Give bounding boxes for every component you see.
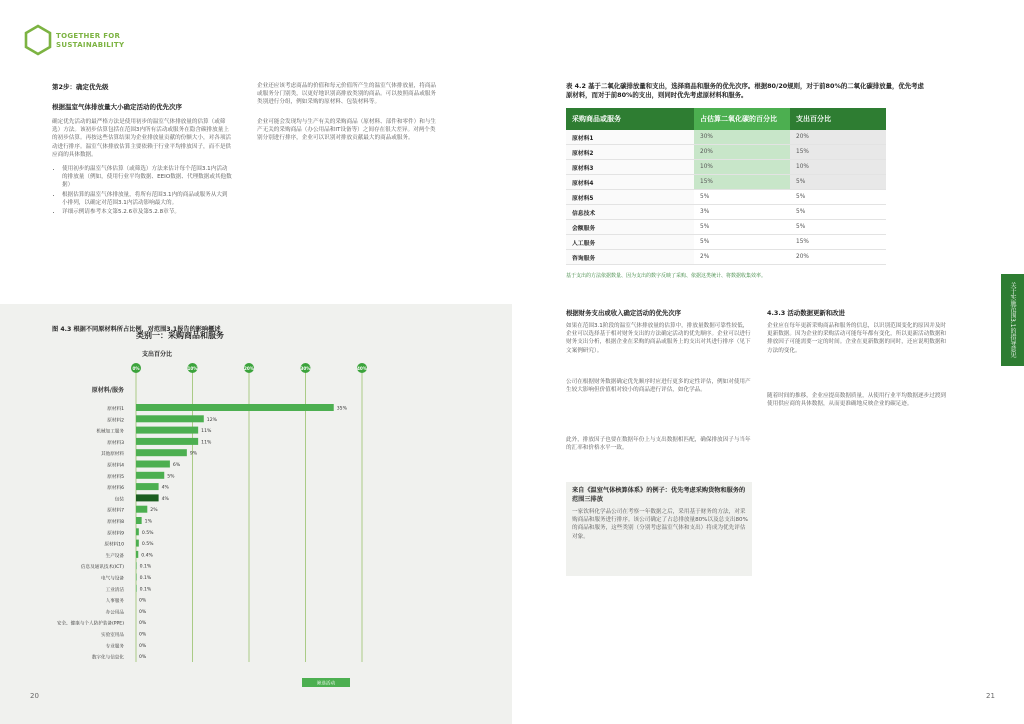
bar-value-label: 0% (139, 609, 147, 615)
table-cell-spend: 20% (790, 250, 886, 265)
bar (136, 461, 170, 468)
col1-bullets (52, 165, 232, 216)
bar-value-label: 4% (161, 485, 169, 491)
category-label: 原材料5 (107, 474, 124, 480)
col2-paragraph-1: 企业还应该考虑商品的价值和每元价值所产生的温室气体排放量，将商品或服务分门别类，以更好地识别高排放类别的商品。可以按照商品或服务类别进行分组，例如采购的原材料、包装材料等。 (257, 83, 437, 106)
col1-paragraph-text: 确定优先活动的最严格方法是使用初步的温室气体排放量的估算（或筛选）方法。该初步估算包括在范围3内所有活动或服务在隐含碳排放量上的初步估算。再按这些估算结果为企业排放量贡献的份额大小，对各项活动进行排序。温室气体排放估算主要依赖于行业平均排放因子，而不是供应商的具体数据。 (52, 119, 232, 158)
category-header: 原材料/服务 (91, 387, 124, 394)
category-label: 原材料9 (107, 531, 124, 537)
bar (136, 472, 164, 479)
table-cell-co2: 5% (694, 235, 790, 250)
category-label: 办公用品 (105, 610, 124, 616)
logo-line1: TOGETHER FOR (56, 32, 121, 40)
case-study-text: 一家饮料化学品公司在考察一年数据之后，采用基于财务的方法，对采购商品和服务进行排序。该公司确定了占总排放量80%以及总支出80%的商品和服务，这些类别（分别考虑温室气体和支出）将成为优先评估对象。 (572, 509, 748, 540)
category-label: 原材料1 (107, 407, 124, 412)
category-label: 其他原材料 (101, 452, 124, 458)
bar-value-label: 12% (206, 417, 218, 423)
bar (136, 551, 138, 558)
table-header-goods: 采购商品或服务 (566, 108, 694, 130)
table-cell-spend: 5% (790, 190, 886, 205)
category-label: 原材料3 (107, 440, 124, 446)
table-cell-name: 原材料1 (566, 130, 694, 145)
table-row (566, 130, 886, 145)
bar-value-label: 0.1% (139, 564, 152, 570)
priority-table (566, 108, 886, 265)
table-cell-spend: 5% (790, 220, 886, 235)
tick-label: 10% (187, 366, 198, 371)
table-cell-co2: 3% (694, 205, 790, 220)
table-cell-co2: 5% (694, 220, 790, 235)
category-label: 信息及通讯技术(ICT) (80, 565, 124, 571)
table-header-spend: 支出百分比 (790, 108, 886, 130)
bar (136, 404, 334, 411)
bar (136, 517, 142, 524)
category-label: 数字化与信息化 (91, 655, 124, 661)
table-cell-name: 原材料4 (566, 175, 694, 190)
table-cell-co2: 10% (694, 160, 790, 175)
bar (136, 483, 159, 490)
bar (136, 585, 137, 592)
tick-label: 0% (132, 366, 140, 371)
table-header-co2: 占估算二氧化碳的百分比 (694, 108, 790, 130)
bar-value-label: 5% (167, 474, 175, 480)
table-cell-name: 会额服务 (566, 220, 694, 235)
right-col1-paragraph-2: 公司在根据财务数据确定优先顺序时应进行更多的定性评估，例如对使用产生较大影响但价值相对较小的商品进行评估，如化学品。 (566, 379, 751, 394)
table-row (566, 220, 886, 235)
col2-paragraph-2: 企业可能会发现均与生产有关的采购商品（原材料、部件和零件）和与生产无关的采购商品（办公用品和IT设备等）之间存在很大差异。对两个类别分别进行排序，企业可以识别对排放贡献最大的商品或服务。 (257, 119, 437, 142)
bar-value-label: 0.5% (141, 542, 154, 548)
tick-label: 40% (356, 366, 368, 371)
table-cell-name: 原材料5 (566, 190, 694, 205)
table-cell-spend: 15% (790, 145, 886, 160)
category-label: 原材料6 (107, 486, 124, 492)
bar (136, 528, 139, 535)
category-label: 机械加工服务 (96, 429, 124, 435)
bar-value-label: 4% (161, 496, 169, 502)
chart-title: 类别一：采购商品和服务 (136, 331, 224, 340)
category-label: 原材料2 (107, 418, 124, 424)
right-col1-paragraph-1: 如果在范围3.1阶段的温室气体排放量的估算中，排放量数据可靠性较低，企业可以选择基于相对财务支出的方法确定活动的优先顺序。企业可以进行财务支出分析，根据企业在采购的商品或服务上的支出对其进行排序（见下文案例研究）。 (566, 323, 751, 354)
bullet-item: • 使用初步的温室气体估算（或筛选）方法来估计每个范围3.1内活动的排放量（例如，使用行业平均数据、EEIO数据、代理数据或其他数据） (62, 165, 232, 190)
bar (136, 449, 187, 456)
table-row (566, 190, 886, 205)
table-cell-co2: 2% (694, 250, 790, 265)
bar-value-label: 0.1% (139, 587, 152, 593)
bar (136, 540, 139, 547)
table-cell-spend: 15% (790, 235, 886, 250)
right-col2-heading: 4.3.3 活动数据更新和改进 (767, 309, 845, 317)
table-row (566, 205, 886, 220)
step-heading: 第2步：确定优先级 (52, 83, 109, 91)
bar-value-label: 0% (139, 655, 147, 661)
bar (136, 574, 137, 581)
bar-value-label: 0% (139, 598, 147, 604)
category-label: 原材料10 (104, 542, 124, 548)
figure-title: 图 4.3 根据不同原材料所占比例，对范围3.1报告的影响概述 (52, 326, 221, 333)
tick-label: 30% (300, 366, 311, 371)
page-number-right: 21 (986, 692, 995, 700)
bar-value-label: 11% (201, 429, 212, 435)
bullet-item: • 根据估算的温室气体排放量，将所有范围3.1内的商品或服务从大到小排列，以确定对范围3.1内活动影响最大的。 (62, 191, 232, 207)
right-col1-paragraph-3: 此外，排放因子也要在数据年份上与支出数据相匹配，确保排放因子与当年的汇率和价格水平一致。 (566, 437, 751, 452)
bar-value-label: 0% (139, 621, 147, 627)
logo-line2: SUSTAINABILITY (56, 41, 125, 49)
table-row (566, 175, 886, 190)
table-cell-co2: 30% (694, 130, 790, 145)
category-label: 原材料8 (107, 520, 124, 525)
category-label: 电气与设备 (101, 576, 124, 582)
table-header-row (566, 108, 886, 130)
table-cell-spend: 20% (790, 130, 886, 145)
bar-value-label: 2% (150, 508, 158, 514)
bar-value-label: 35% (336, 406, 347, 412)
bar-value-label: 1% (144, 519, 152, 525)
section-side-tab[interactable]: 关于实施范围3.1的指导意见 (1001, 274, 1024, 366)
category-label: 实验室用品 (101, 633, 124, 638)
category-label: 安全、健康与个人防护装备(PPE) (56, 621, 124, 627)
col1-paragraph (52, 118, 232, 217)
bar-value-label: 11% (201, 440, 212, 446)
table-cell-spend: 5% (790, 175, 886, 190)
right-col2-paragraph-1: 企业应在每年更新采购商品和服务的信息，以识别范围变化的原因并及时更新数据。因为企业的采购活动可能每年都有变化，所以更新活动数据和排放因子可能需要一定的时间。企业在更新数据的同时，还应说明数据和方法的变化。 (767, 323, 947, 354)
table-footnote: 基于支出的方法依据数量、因为支出的数字反映了采购、依据这类统计、将数据收集效率。 (566, 273, 767, 279)
table-cell-spend: 5% (790, 205, 886, 220)
bullet-item: • 详细示例请参考本文第5.2.6章及第5.2.8章节。 (62, 208, 232, 216)
table-cell-name: 原材料2 (566, 145, 694, 160)
case-study-title: 来自《温室气体核算体系》的例子：优先考虑采购货物和服务的范围三排放 (572, 487, 746, 503)
legend-label: 筛选活动 (316, 681, 336, 687)
bar (136, 506, 147, 513)
category-label: 原材料7 (107, 508, 124, 514)
bar-value-label: 0% (139, 632, 147, 638)
table-row (566, 160, 886, 175)
table-cell-co2: 5% (694, 190, 790, 205)
category-label: 专业服务 (105, 644, 124, 650)
bar (136, 494, 159, 501)
bar (136, 562, 137, 569)
bar-value-label: 6% (172, 463, 181, 468)
right-col1-heading: 根据财务支出或收入确定活动的优先次序 (566, 309, 682, 317)
table-cell-name: 人工服务 (566, 235, 694, 250)
bar-value-label: 0% (139, 643, 147, 649)
page-number-left: 20 (30, 692, 39, 700)
category-label: 原材料4 (107, 463, 124, 469)
bar (136, 438, 198, 445)
table-cell-name: 咨询服务 (566, 250, 694, 265)
table-cell-name: 信息技术 (566, 205, 694, 220)
bar-value-label: 9% (189, 451, 198, 457)
table-cell-name: 原材料3 (566, 160, 694, 175)
table-cell-co2: 15% (694, 175, 790, 190)
bar-value-label: 0.5% (141, 530, 154, 536)
bar (136, 427, 198, 434)
table-row (566, 235, 886, 250)
table-row (566, 145, 886, 160)
table-row (566, 250, 886, 265)
chart-xlabel: 支出百分比 (142, 351, 173, 358)
bar (136, 415, 204, 422)
table-cell-co2: 20% (694, 145, 790, 160)
bar-chart (10, 322, 372, 695)
bar-value-label: 0.4% (141, 553, 153, 559)
bar-value-label: 0.1% (139, 576, 152, 581)
table-cell-spend: 10% (790, 160, 886, 175)
right-col2-paragraph-2: 随着时间的推移，企业应提高数据质量，从使用行业平均数据逐步过渡到使用供应商的具体数据，从而更准确地反映企业的碳足迹。 (767, 393, 947, 408)
logo-text (56, 32, 124, 50)
category-label: 人事服务 (105, 599, 124, 605)
sub-heading: 根据温室气体排放量大小确定活动的优先次序 (52, 103, 182, 111)
table-title: 表 4.2 基于二氧化碳排放量和支出，选择商品和服务的优先次序。根据80/20规则，对于前80%的二氧化碳排放量，优先考虑原材料，而对于前80%的支出，则同时优先考虑原材料和服务。 (566, 82, 924, 99)
category-label: 包装 (114, 497, 124, 503)
tick-label: 20% (243, 366, 255, 371)
category-label: 工业清洁 (105, 587, 124, 593)
category-label: 生产设备 (105, 553, 124, 559)
